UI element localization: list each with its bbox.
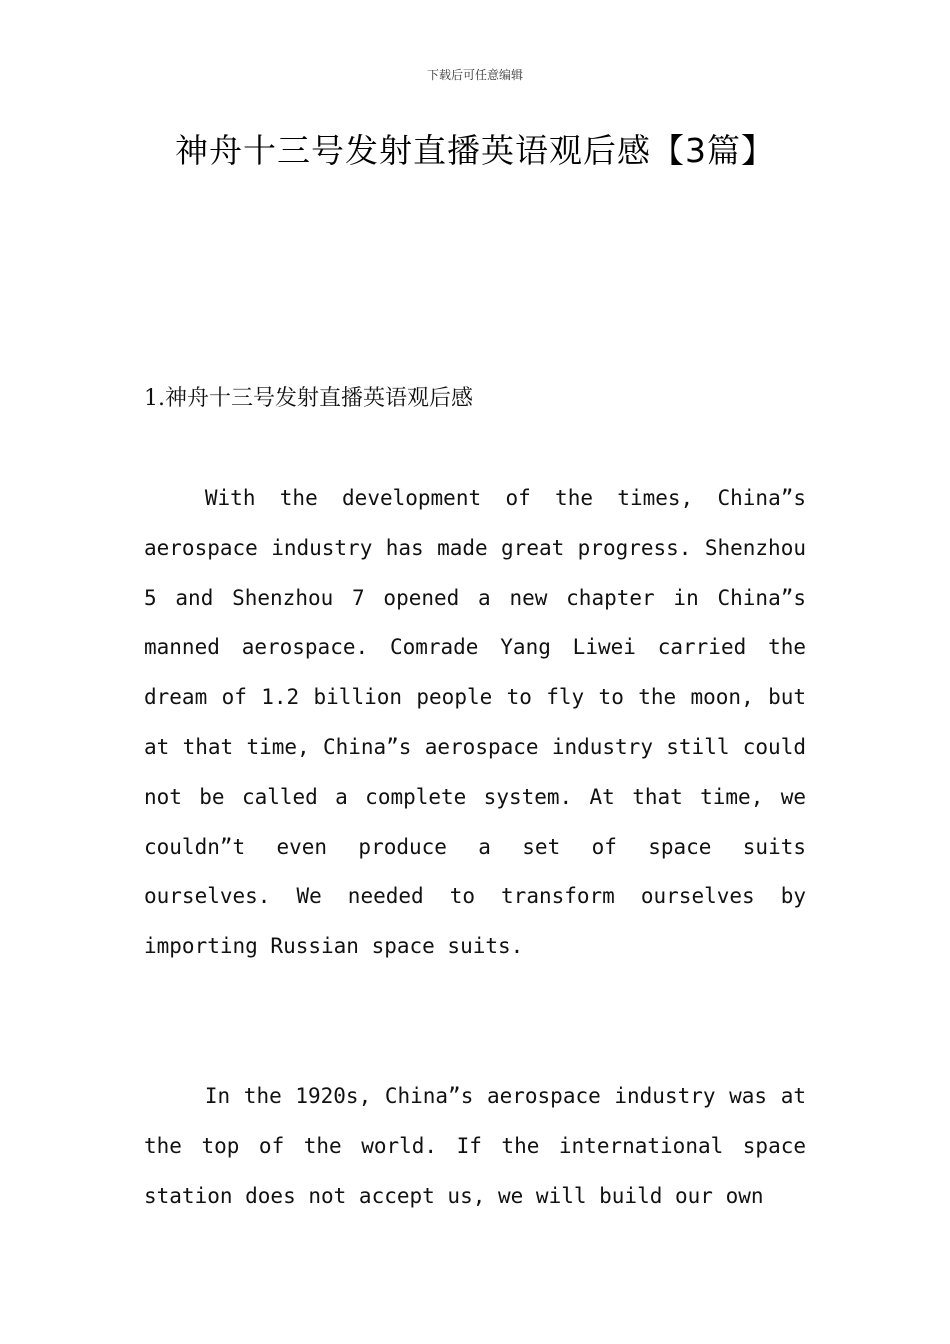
paragraph: In the 1920s, China”s aerospace industry was at the top of the world. If the international space station does not accept us, we will build our own <box>144 1084 806 1208</box>
document-title: 神舟十三号发射直播英语观后感【3篇】 <box>175 131 775 170</box>
header-note: 下载后可任意编辑 <box>426 68 523 82</box>
section-heading: 1.神舟十三号发射直播英语观后感 <box>144 386 473 411</box>
paragraph: With the development of the times, China”s aerospace industry has made great progress. Shenzhou 5 and Shenzhou 7 opened a new chapter in China”s manned aerospace. Comrade Yang Liwei carried the dream of 1.2 billion people to fly to the moon, but at that time, China”s aerospace industry still could not be called a complete system. At that time, we couldn”t even produce a set of space suits ourselves. We needed to transform ourselves by importing Russian space suits. <box>144 486 806 959</box>
